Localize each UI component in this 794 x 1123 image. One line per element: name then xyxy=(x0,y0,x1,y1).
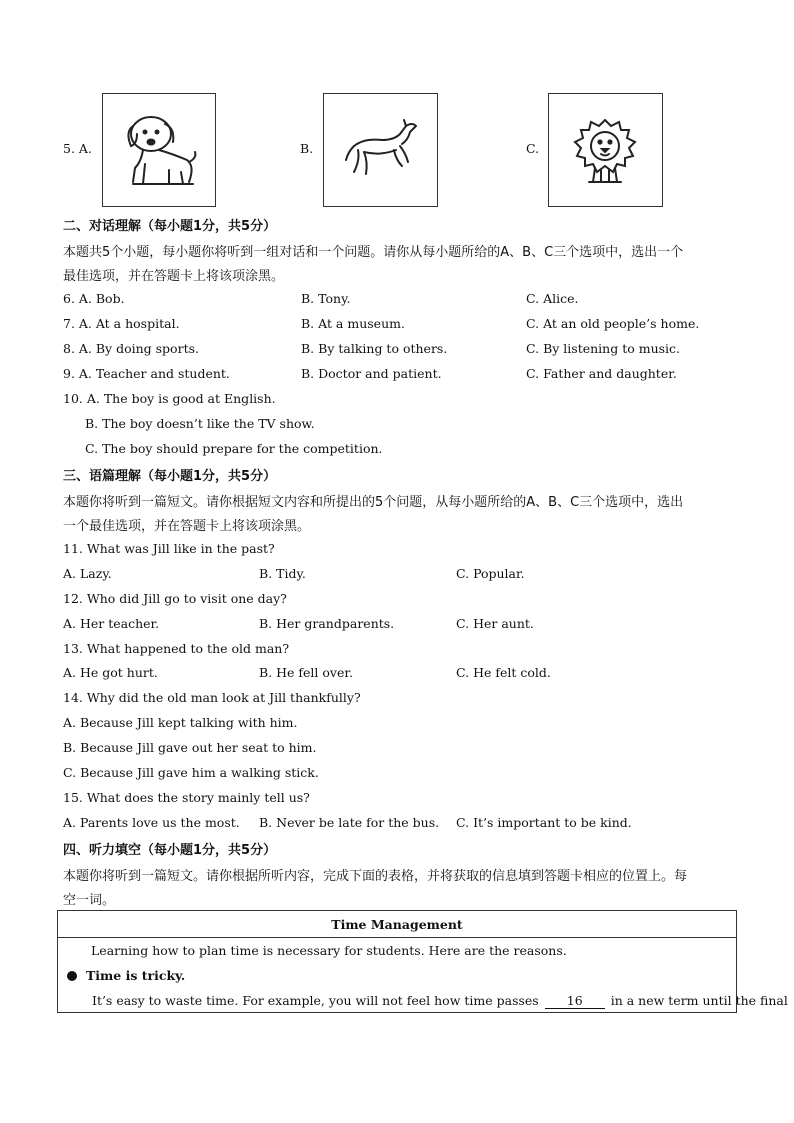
table-header: Time Management xyxy=(58,911,737,938)
blank-16[interactable]: 16 xyxy=(545,993,605,1009)
table-point-text: Time is tricky. xyxy=(86,968,186,983)
table-line-before: It’s easy to waste time. For example, you will not feel how time passes xyxy=(92,993,539,1008)
q5-label-c: C. xyxy=(526,141,540,156)
table-body-cell xyxy=(58,938,788,1013)
q11-option-c: C. Popular. xyxy=(456,566,525,581)
section-4-title: 四、听力填空（每小题1分，共5分） xyxy=(63,843,277,858)
q12-question: 12. Who did Jill go to visit one day? xyxy=(63,591,287,606)
q10-option-b: B. The boy doesn’t like the TV show. xyxy=(85,416,315,431)
q9-option-b: B. Doctor and patient. xyxy=(301,366,442,381)
q14-question: 14. Why did the old man look at Jill thankfully? xyxy=(63,690,361,705)
section-2-instruction-line-2: 最佳选项，并在答题卡上将该项涂黑。 xyxy=(63,269,285,284)
table-point xyxy=(67,968,185,983)
q13-option-a: A. He got hurt. xyxy=(63,665,158,680)
horse-icon xyxy=(324,94,437,206)
q11-question: 11. What was Jill like in the past? xyxy=(63,541,275,556)
q8-option-a: 8. A. By doing sports. xyxy=(63,341,199,356)
table-line xyxy=(92,993,788,1009)
table-line-after: in a new term until the final xyxy=(610,993,788,1008)
bullet-icon xyxy=(67,971,77,981)
q13-option-b: B. He fell over. xyxy=(259,665,353,680)
q8-option-c: C. By listening to music. xyxy=(526,341,681,356)
lion-icon xyxy=(549,94,662,206)
time-management-table xyxy=(57,910,788,1013)
q15-option-b: B. Never be late for the bus. xyxy=(259,815,440,830)
q12-option-a: A. Her teacher. xyxy=(63,616,160,631)
q7-option-b: B. At a museum. xyxy=(301,316,405,331)
q14-option-a: A. Because Jill kept talking with him. xyxy=(63,715,298,730)
section-4-instruction-line-1: 本题你将听到一篇短文。请你根据所听内容，完成下面的表格，并将获取的信息填到答题卡相应的位置上。每 xyxy=(63,869,688,884)
q15-option-a: A. Parents love us the most. xyxy=(63,815,240,830)
q6-option-a: 6. A. Bob. xyxy=(63,291,125,306)
q13-option-c: C. He felt cold. xyxy=(456,665,551,680)
q9-option-c: C. Father and daughter. xyxy=(526,366,677,381)
q15-question: 15. What does the story mainly tell us? xyxy=(63,790,310,805)
section-3-title: 三、语篇理解（每小题1分，共5分） xyxy=(63,469,277,484)
q5-label-b: B. xyxy=(300,141,314,156)
q12-option-c: C. Her aunt. xyxy=(456,616,534,631)
q7-option-c: C. At an old people’s home. xyxy=(526,316,700,331)
q6-option-c: C. Alice. xyxy=(526,291,579,306)
q11-option-a: A. Lazy. xyxy=(63,566,112,581)
q6-option-b: B. Tony. xyxy=(301,291,351,306)
q11-option-b: B. Tidy. xyxy=(259,566,306,581)
section-3-instruction-line-1: 本题你将听到一篇短文。请你根据短文内容和所提出的5个问题，从每小题所给的A、B、C三个选项中，选出 xyxy=(63,495,684,510)
q14-option-c: C. Because Jill gave him a walking stick. xyxy=(63,765,319,780)
q15-option-c: C. It’s important to be kind. xyxy=(456,815,632,830)
q9-option-a: 9. A. Teacher and student. xyxy=(63,366,230,381)
q8-option-b: B. By talking to others. xyxy=(301,341,448,356)
section-4-instruction-line-2: 空一词。 xyxy=(63,893,116,908)
q5-label-a: 5. A. xyxy=(63,141,92,156)
q13-question: 13. What happened to the old man? xyxy=(63,641,290,656)
q10-option-c: C. The boy should prepare for the competition. xyxy=(85,441,383,456)
dog-icon xyxy=(103,94,215,206)
horse-picture xyxy=(323,93,438,207)
section-2-instruction-line-1: 本题共5个小题，每小题你将听到一组对话和一个问题。请你从每小题所给的A、B、C三个选项中，选出一个 xyxy=(63,245,684,260)
lion-picture xyxy=(548,93,663,207)
table-intro: Learning how to plan time is necessary for students. Here are the reasons. xyxy=(91,943,567,958)
section-2-title: 二、对话理解（每小题1分，共5分） xyxy=(63,219,277,234)
q10-option-a: 10. A. The boy is good at English. xyxy=(63,391,276,406)
q12-option-b: B. Her grandparents. xyxy=(259,616,395,631)
q14-option-b: B. Because Jill gave out her seat to him. xyxy=(63,740,317,755)
q7-option-a: 7. A. At a hospital. xyxy=(63,316,180,331)
dog-picture xyxy=(102,93,216,207)
section-3-instruction-line-2: 一个最佳选项，并在答题卡上将该项涂黑。 xyxy=(63,519,311,534)
